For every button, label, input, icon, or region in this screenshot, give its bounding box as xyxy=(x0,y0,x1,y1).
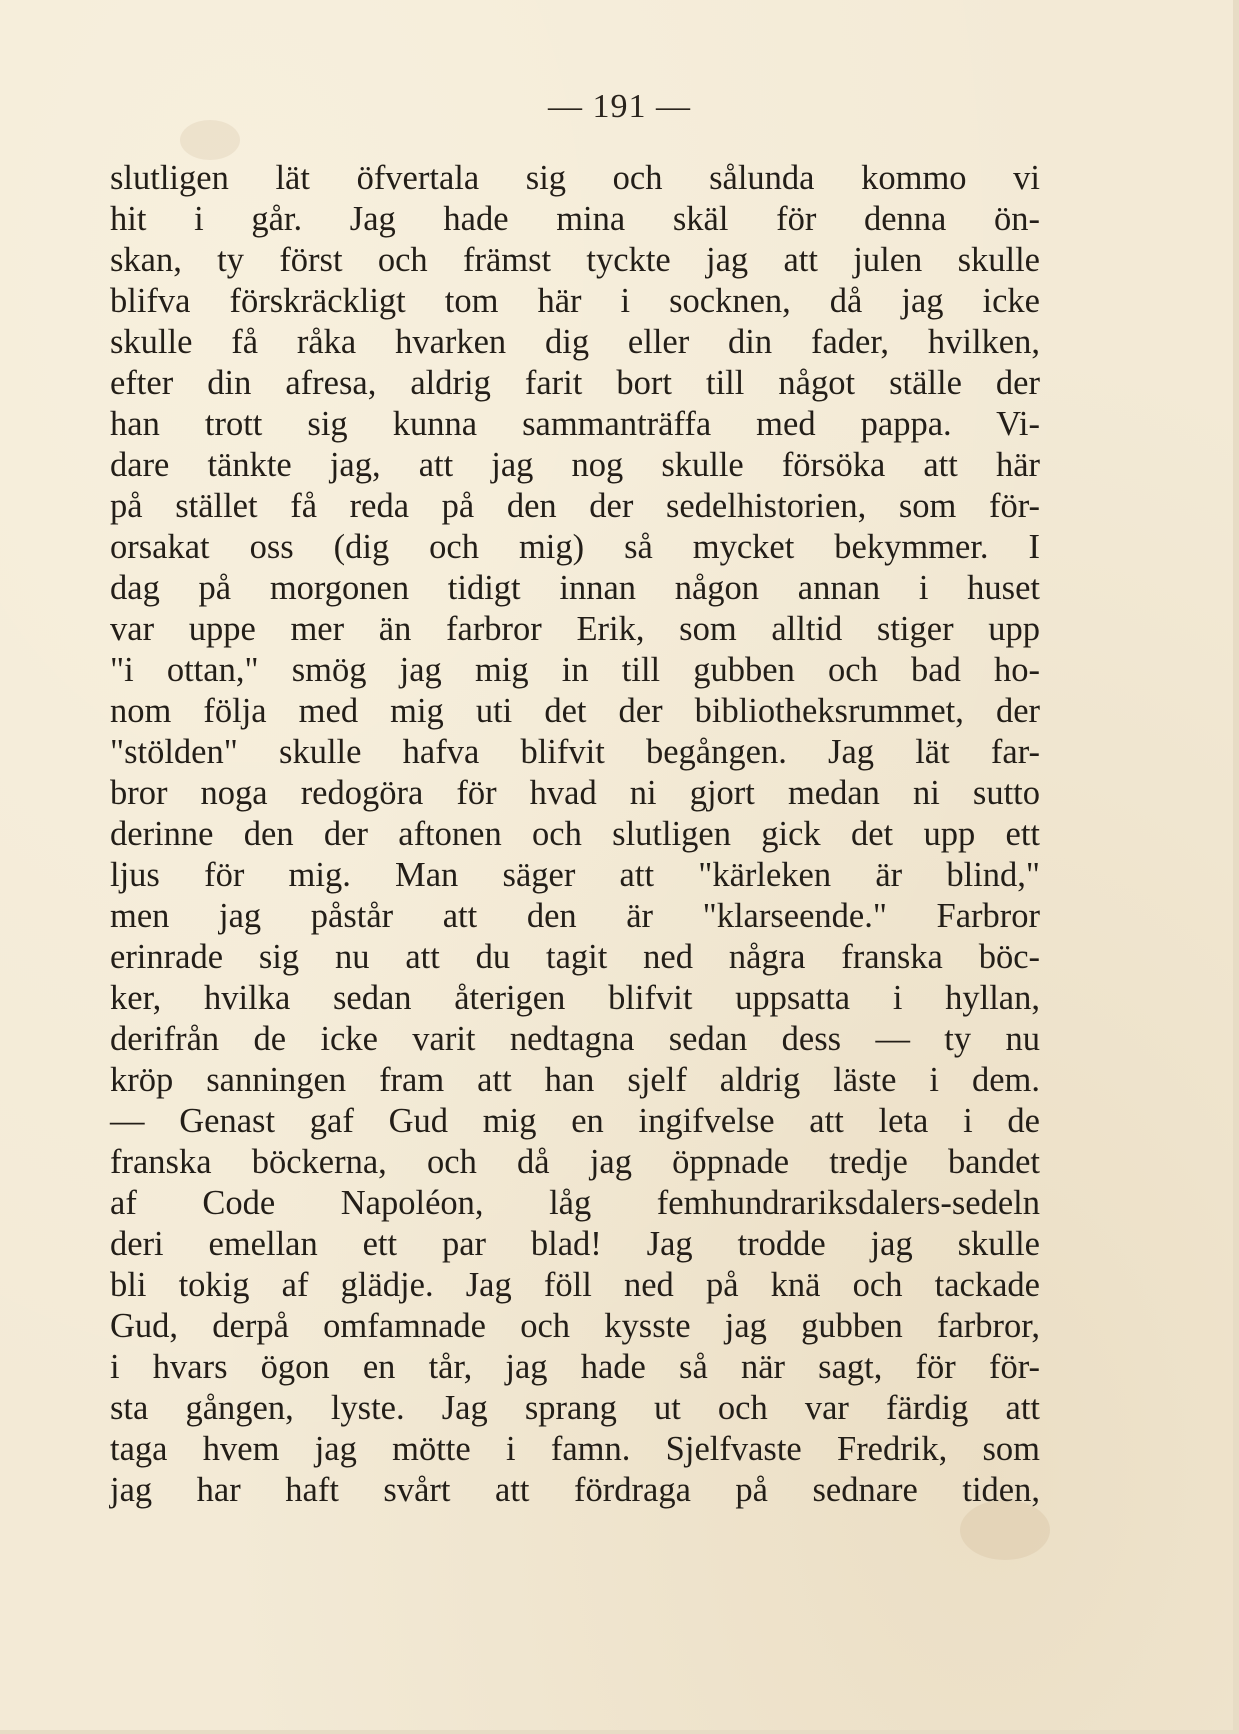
text-line: kröp sanningen fram att han sjelf aldrig läste i dem. xyxy=(110,1061,1040,1099)
text-line: var uppe mer än farbror Erik, som alltid stiger upp xyxy=(110,610,1040,648)
text-line: hit i går. Jag hade mina skäl för denna ön- xyxy=(110,200,1040,238)
text-line: "i ottan," smög jag mig in till gubben och bad ho- xyxy=(110,651,1040,689)
text-line: dag på morgonen tidigt innan någon annan i huset xyxy=(110,569,1040,607)
body-text xyxy=(110,158,1040,1511)
text-line: ker, hvilka sedan återigen blifvit uppsatta i hyllan, xyxy=(110,979,1040,1017)
text-line: bli tokig af glädje. Jag föll ned på knä och tackade xyxy=(110,1266,1040,1304)
text-line: slutligen lät öfvertala sig och sålunda kommo vi xyxy=(110,159,1040,197)
text-line: deri emellan ett par blad! Jag trodde jag skulle xyxy=(110,1225,1040,1263)
text-line: skan, ty först och främst tyckte jag att julen skulle xyxy=(110,241,1040,279)
text-line: efter din afresa, aldrig farit bort till något ställe der xyxy=(110,364,1040,402)
text-line: ljus för mig. Man säger att "kärleken är blind," xyxy=(110,856,1040,894)
text-line: franska böckerna, och då jag öppnade tredje bandet xyxy=(110,1143,1040,1181)
text-line: i hvars ögon en tår, jag hade så när sagt, för för- xyxy=(110,1348,1040,1386)
text-line: men jag påstår att den är "klarseende." Farbror xyxy=(110,897,1040,935)
text-line: nom följa med mig uti det der bibliotheksrummet, der xyxy=(110,692,1040,730)
text-line: jag har haft svårt att fördraga på sednare tiden, xyxy=(110,1471,1040,1509)
text-line: orsakat oss (dig och mig) så mycket bekymmer. I xyxy=(110,528,1040,566)
text-line: — Genast gaf Gud mig en ingifvelse att leta i de xyxy=(110,1102,1040,1140)
text-line: han trott sig kunna sammanträffa med pappa. Vi- xyxy=(110,405,1040,443)
text-line: erinrade sig nu att du tagit ned några franska böc- xyxy=(110,938,1040,976)
text-line: Gud, derpå omfamnade och kysste jag gubben farbror, xyxy=(110,1307,1040,1345)
text-line: derifrån de icke varit nedtagna sedan dess — ty nu xyxy=(110,1020,1040,1058)
text-line: derinne den der aftonen och slutligen gick det upp ett xyxy=(110,815,1040,853)
text-line: skulle få råka hvarken dig eller din fader, hvilken, xyxy=(110,323,1040,361)
text-line: af Code Napoléon, låg femhundrariksdalers-sedeln xyxy=(110,1184,1040,1222)
text-line: taga hvem jag mötte i famn. Sjelfvaste Fredrik, som xyxy=(110,1430,1040,1468)
text-line: "stölden" skulle hafva blifvit begången. Jag lät far- xyxy=(110,733,1040,771)
text-line: dare tänkte jag, att jag nog skulle försöka att här xyxy=(110,446,1040,484)
text-line: på stället få reda på den der sedelhistorien, som för- xyxy=(110,487,1040,525)
paper-stain xyxy=(180,120,240,160)
text-line: sta gången, lyste. Jag sprang ut och var färdig att xyxy=(110,1389,1040,1427)
page-number: — 191 — xyxy=(548,88,691,125)
text-line: bror noga redogöra för hvad ni gjort medan ni sutto xyxy=(110,774,1040,812)
text-line: blifva förskräckligt tom här i socknen, då jag icke xyxy=(110,282,1040,320)
